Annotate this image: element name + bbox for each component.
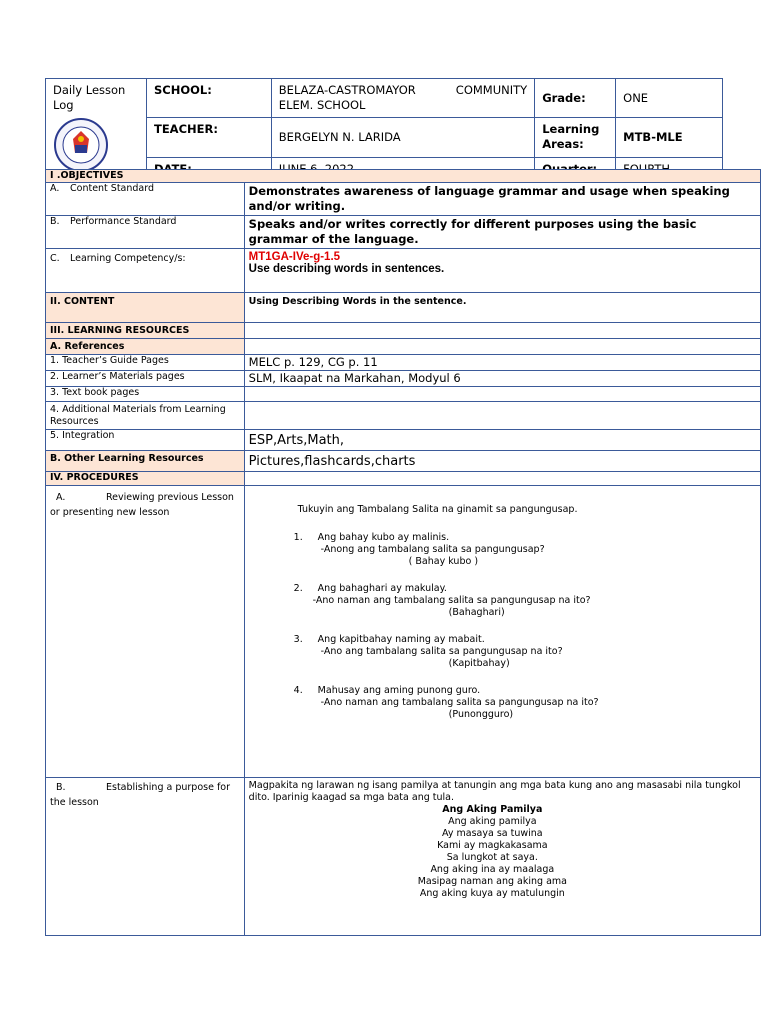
review-answer: (Bahaghari) [448, 607, 505, 618]
school-value: BELAZA-CASTROMAYOR COMMUNITY ELEM. SCHOOL [271, 79, 534, 118]
tg-label: 1. Teacher’s Guide Pages [46, 355, 245, 371]
competency-value: Use describing words in sentences. [248, 263, 445, 275]
learning-competency-cell [244, 249, 760, 293]
learning-areas-label: Learning Areas: [535, 118, 616, 157]
review-answer: (Kapitbahay) [448, 658, 510, 669]
school-label: SCHOOL: [146, 79, 271, 118]
review-item [249, 685, 756, 721]
review-sentence: 3. Ang kapitbahay naming ay mabait. [293, 634, 485, 645]
integration-label: 5. Integration [46, 430, 245, 451]
review-answer: (Punongguro) [448, 709, 514, 720]
review-items [249, 532, 756, 721]
poem-line: Ang aking ina ay maalaga [430, 864, 555, 875]
review-answer: ( Bahay kubo ) [408, 556, 479, 567]
header-table [45, 78, 723, 182]
content-standard-value: Demonstrates awareness of language grammar and usage when speaking and/or writing. [244, 183, 760, 216]
review-sentence: 1. Ang bahay kubo ay malinis. [293, 532, 450, 543]
objectives-heading: I .OBJECTIVES [46, 170, 761, 183]
additional-materials-label: 4. Additional Materials from Learning Resources [46, 402, 245, 430]
integration-value: ESP,Arts,Math, [244, 430, 760, 451]
lesson-table [45, 169, 761, 936]
poem-line: Ang aking kuya ay matulungin [419, 888, 565, 899]
review-sentence: 2. Ang bahaghari ay makulay. [293, 583, 447, 594]
procedure-b-content [244, 778, 760, 936]
review-item [249, 583, 756, 619]
poem-line: Masipag naman ang aking ama [417, 876, 567, 887]
procedure-a-intro: Tukuyin ang Tambalang Salita na ginamit sa pangungusap. [297, 504, 578, 515]
procedure-a-content [244, 486, 760, 778]
title-cell [46, 79, 147, 182]
review-sentence: 4. Mahusay ang aming punong guro. [293, 685, 481, 696]
review-question: -Anong ang tambalang salita sa pangungusap? [320, 544, 545, 555]
deped-seal-logo [53, 117, 109, 173]
lm-label: 2. Learner’s Materials pages [46, 371, 245, 387]
resources-heading: III. LEARNING RESOURCES [46, 323, 245, 339]
other-resources-label: B. Other Learning Resources [46, 451, 245, 472]
tg-value: MELC p. 129, CG p. 11 [244, 355, 760, 371]
references-label: A. References [46, 339, 245, 355]
teacher-label: TEACHER: [146, 118, 271, 157]
content-standard-label: A. Content Standard [46, 183, 245, 216]
poem-line: Ang aking pamilya [448, 816, 537, 827]
grade-label: Grade: [535, 79, 616, 118]
lm-value: SLM, Ikaapat na Markahan, Modyul 6 [244, 371, 760, 387]
procedures-heading: IV. PROCEDURES [46, 472, 245, 486]
other-resources-value: Pictures,flashcards,charts [244, 451, 760, 472]
poem-line: Sa lungkot at saya. [446, 852, 538, 863]
textbook-label: 3. Text book pages [46, 387, 245, 402]
review-question: -Ano naman ang tambalang salita sa pangungusap na ito? [312, 595, 591, 606]
poem-title: Ang Aking Pamilya [442, 804, 543, 815]
competency-code: MT1GA-IVe-g-1.5 [248, 251, 341, 263]
procedure-a-label: A. Reviewing previous Lesson or presenting new lesson [46, 486, 245, 778]
dll-title: Daily Lesson Log [53, 83, 126, 112]
procedure-b-intro: Magpakita ng larawan ng isang pamilya at tanungin ang mga bata kung ano ang masasabi nila tungkol dito. Iparinig kaagad sa mga bata ang tula. [248, 780, 741, 803]
poem-line: Ay masaya sa tuwina [442, 828, 543, 839]
learning-competency-label: C. Learning Competency/s: [46, 249, 245, 293]
review-question: -Ano naman ang tambalang salita sa pangungusap na ito? [320, 697, 599, 708]
learning-areas-value: MTB-MLE [616, 118, 723, 157]
content-heading: II. CONTENT [46, 293, 245, 323]
performance-standard-label: B. Performance Standard [46, 216, 245, 249]
procedure-b-label: B. Establishing a purpose for the lesson [46, 778, 245, 936]
grade-value: ONE [616, 79, 723, 118]
review-item [249, 532, 756, 568]
review-item [249, 634, 756, 670]
content-value: Using Describing Words in the sentence. [244, 293, 760, 323]
poem [229, 816, 756, 900]
performance-standard-value: Speaks and/or writes correctly for different purposes using the basic grammar of the language. [244, 216, 760, 249]
poem-line: Kami ay magkakasama [437, 840, 548, 851]
teacher-value: BERGELYN N. LARIDA [271, 118, 534, 157]
review-question: -Ano ang tambalang salita sa pangungusap na ito? [320, 646, 563, 657]
